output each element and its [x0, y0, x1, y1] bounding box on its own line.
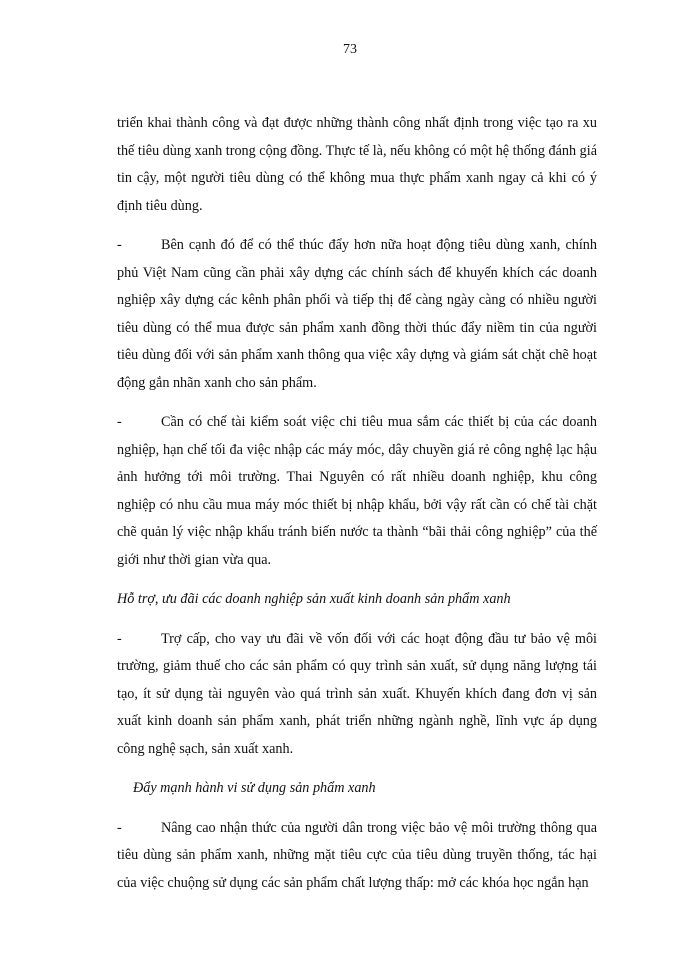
- bullet-dash: -: [117, 819, 122, 836]
- page-body: [117, 110, 597, 897]
- section-heading-green-consumption: Đẩy mạnh hành vi sử dụng sản phẩm xanh: [133, 780, 376, 796]
- paragraph-continuation: triển khai thành công và đạt được những thành công nhất định trong việc tạo ra xu thế tiêu dùng xanh trong cộng đồng. Thực tế là, nếu không có một hệ thống đánh giá tin cậy, một người tiêu dùng có thể không mua thực phẩm xanh ngay cả khi có ý định tiêu dùng.: [117, 115, 597, 214]
- bullet-dash: -: [117, 237, 122, 253]
- page-number: 73: [343, 42, 357, 57]
- bullet-text: Nâng cao nhận thức của người dân trong việc bảo vệ môi trường thông qua tiêu dùng sản phẩm xanh, những mặt tiêu cực của tiêu dùng truyền thống, tác hại của việc chuộng sử dụng các sản phẩm chất lượng thấp: mở các khóa học ngắn hạn: [117, 819, 597, 891]
- bullet-dash: -: [117, 630, 122, 647]
- bullet-paragraph-import-control: [117, 409, 597, 574]
- bullet-paragraph-awareness: [117, 815, 597, 898]
- bullet-paragraph-subsidies: [117, 626, 597, 764]
- bullet-paragraph-distribution-policy: [117, 232, 597, 397]
- bullet-dash: -: [117, 414, 122, 430]
- section-heading-business-support: Hỗ trợ, ưu đãi các doanh nghiệp sản xuất kinh doanh sản phẩm xanh: [117, 591, 511, 607]
- bullet-text: Cần có chế tài kiểm soát việc chi tiêu mua sắm các thiết bị của các doanh nghiệp, hạn chế tối đa việc nhập các máy móc, dây chuyền giá rẻ công nghệ lạc hậu ảnh hưởng tới môi trường. Thai Nguyên có rất nhiều doanh nghiệp, khu công nghiệp có nhu cầu mua máy móc thiết bị nhập khẩu, bởi vậy rất cần có chế tài chặt chẽ quản lý việc nhập khẩu tránh biến nước ta thành “bãi thải công nghiệp” của thế giới như thời gian vừa qua.: [117, 414, 597, 568]
- bullet-text: Bên cạnh đó để có thể thúc đẩy hơn nữa hoạt động tiêu dùng xanh, chính phủ Việt Nam cũng cần phải xây dựng các chính sách để khuyến khích các doanh nghiệp xây dựng các kênh phân phối và tiếp thị để càng ngày càng có nhiều người tiêu dùng có thể mua được sản phẩm xanh đồng thời thúc đẩy niềm tin của người tiêu dùng đối với sản phẩm xanh thông qua việc xây dựng và giám sát chặt chẽ hoạt động gắn nhãn xanh cho sản phẩm.: [117, 237, 597, 391]
- bullet-text: Trợ cấp, cho vay ưu đãi về vốn đối với các hoạt động đầu tư bảo vệ môi trường, giảm thuế cho các sản phẩm có quy trình sản xuất, sử dụng năng lượng tái tạo, ít sử dụng tài nguyên vào quá trình sản xuất. Khuyến khích đang đơn vị sản xuất kinh doanh sản phẩm xanh, phát triển những ngành nghề, lĩnh vực áp dụng công nghệ sạch, sản xuất xanh.: [117, 630, 597, 757]
